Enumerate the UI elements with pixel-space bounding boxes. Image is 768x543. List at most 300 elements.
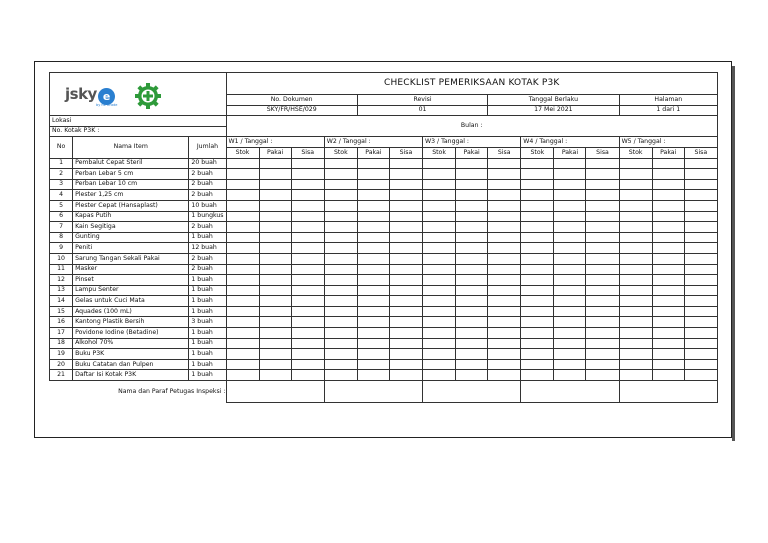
- entry-cell[interactable]: [291, 179, 324, 190]
- entry-cell[interactable]: [423, 328, 456, 339]
- entry-cell[interactable]: [259, 179, 291, 190]
- entry-cell[interactable]: [456, 211, 488, 222]
- entry-cell[interactable]: [389, 190, 422, 201]
- entry-cell[interactable]: [488, 232, 521, 243]
- entry-cell[interactable]: [586, 296, 619, 307]
- entry-cell[interactable]: [259, 169, 291, 180]
- entry-cell[interactable]: [488, 243, 521, 254]
- entry-cell[interactable]: [324, 253, 357, 264]
- entry-cell[interactable]: [357, 317, 389, 328]
- entry-cell[interactable]: [423, 243, 456, 254]
- entry-cell[interactable]: [554, 317, 586, 328]
- entry-cell[interactable]: [456, 158, 488, 169]
- entry-cell[interactable]: [586, 253, 619, 264]
- entry-cell[interactable]: [521, 317, 554, 328]
- entry-cell[interactable]: [423, 232, 456, 243]
- entry-cell[interactable]: [291, 190, 324, 201]
- entry-cell[interactable]: [586, 328, 619, 339]
- entry-cell[interactable]: [423, 158, 456, 169]
- entry-cell[interactable]: [554, 190, 586, 201]
- entry-cell[interactable]: [259, 349, 291, 360]
- entry-cell[interactable]: [259, 296, 291, 307]
- entry-cell[interactable]: [357, 200, 389, 211]
- entry-cell[interactable]: [488, 179, 521, 190]
- entry-cell[interactable]: [586, 349, 619, 360]
- entry-cell[interactable]: [456, 232, 488, 243]
- entry-cell[interactable]: [324, 190, 357, 201]
- entry-cell[interactable]: [456, 253, 488, 264]
- entry-cell[interactable]: [389, 317, 422, 328]
- entry-cell[interactable]: [357, 179, 389, 190]
- entry-cell[interactable]: [586, 200, 619, 211]
- entry-cell[interactable]: [521, 275, 554, 286]
- entry-cell[interactable]: [521, 338, 554, 349]
- entry-cell[interactable]: [684, 328, 717, 339]
- entry-cell[interactable]: [488, 211, 521, 222]
- entry-cell[interactable]: [488, 275, 521, 286]
- entry-cell[interactable]: [586, 285, 619, 296]
- entry-cell[interactable]: [684, 264, 717, 275]
- entry-cell[interactable]: [456, 306, 488, 317]
- entry-cell[interactable]: [619, 158, 652, 169]
- entry-cell[interactable]: [521, 243, 554, 254]
- entry-cell[interactable]: [389, 211, 422, 222]
- entry-cell[interactable]: [456, 296, 488, 307]
- entry-cell[interactable]: [357, 285, 389, 296]
- entry-cell[interactable]: [684, 232, 717, 243]
- entry-cell[interactable]: [259, 306, 291, 317]
- entry-cell[interactable]: [423, 190, 456, 201]
- entry-cell[interactable]: [357, 370, 389, 381]
- entry-cell[interactable]: [619, 232, 652, 243]
- entry-cell[interactable]: [259, 243, 291, 254]
- entry-cell[interactable]: [389, 359, 422, 370]
- entry-cell[interactable]: [488, 296, 521, 307]
- entry-cell[interactable]: [619, 359, 652, 370]
- entry-cell[interactable]: [488, 359, 521, 370]
- entry-cell[interactable]: [586, 222, 619, 233]
- entry-cell[interactable]: [456, 275, 488, 286]
- entry-cell[interactable]: [488, 328, 521, 339]
- entry-cell[interactable]: [357, 296, 389, 307]
- entry-cell[interactable]: [652, 306, 684, 317]
- entry-cell[interactable]: [259, 253, 291, 264]
- entry-cell[interactable]: [684, 349, 717, 360]
- entry-cell[interactable]: [521, 349, 554, 360]
- entry-cell[interactable]: [291, 275, 324, 286]
- entry-cell[interactable]: [226, 169, 259, 180]
- entry-cell[interactable]: [226, 222, 259, 233]
- entry-cell[interactable]: [423, 211, 456, 222]
- entry-cell[interactable]: [259, 370, 291, 381]
- entry-cell[interactable]: [259, 158, 291, 169]
- entry-cell[interactable]: [324, 296, 357, 307]
- signature-cell-w1[interactable]: [226, 381, 324, 403]
- entry-cell[interactable]: [652, 200, 684, 211]
- entry-cell[interactable]: [324, 243, 357, 254]
- entry-cell[interactable]: [521, 253, 554, 264]
- entry-cell[interactable]: [389, 232, 422, 243]
- entry-cell[interactable]: [389, 328, 422, 339]
- entry-cell[interactable]: [619, 211, 652, 222]
- entry-cell[interactable]: [456, 349, 488, 360]
- entry-cell[interactable]: [586, 169, 619, 180]
- entry-cell[interactable]: [357, 253, 389, 264]
- entry-cell[interactable]: [488, 200, 521, 211]
- entry-cell[interactable]: [389, 349, 422, 360]
- entry-cell[interactable]: [619, 190, 652, 201]
- entry-cell[interactable]: [291, 306, 324, 317]
- entry-cell[interactable]: [324, 211, 357, 222]
- entry-cell[interactable]: [619, 169, 652, 180]
- signature-cell-w4[interactable]: [521, 381, 619, 403]
- entry-cell[interactable]: [291, 349, 324, 360]
- entry-cell[interactable]: [291, 264, 324, 275]
- entry-cell[interactable]: [324, 306, 357, 317]
- entry-cell[interactable]: [684, 285, 717, 296]
- entry-cell[interactable]: [521, 306, 554, 317]
- entry-cell[interactable]: [488, 222, 521, 233]
- signature-cell-w2[interactable]: [324, 381, 422, 403]
- entry-cell[interactable]: [488, 338, 521, 349]
- entry-cell[interactable]: [226, 349, 259, 360]
- entry-cell[interactable]: [226, 179, 259, 190]
- entry-cell[interactable]: [652, 179, 684, 190]
- entry-cell[interactable]: [488, 317, 521, 328]
- entry-cell[interactable]: [619, 296, 652, 307]
- entry-cell[interactable]: [619, 243, 652, 254]
- entry-cell[interactable]: [259, 285, 291, 296]
- entry-cell[interactable]: [652, 222, 684, 233]
- entry-cell[interactable]: [389, 296, 422, 307]
- entry-cell[interactable]: [684, 370, 717, 381]
- entry-cell[interactable]: [488, 169, 521, 180]
- entry-cell[interactable]: [652, 243, 684, 254]
- entry-cell[interactable]: [389, 275, 422, 286]
- entry-cell[interactable]: [456, 317, 488, 328]
- entry-cell[interactable]: [456, 169, 488, 180]
- entry-cell[interactable]: [357, 349, 389, 360]
- entry-cell[interactable]: [684, 253, 717, 264]
- entry-cell[interactable]: [652, 338, 684, 349]
- entry-cell[interactable]: [684, 306, 717, 317]
- entry-cell[interactable]: [324, 232, 357, 243]
- entry-cell[interactable]: [357, 328, 389, 339]
- entry-cell[interactable]: [324, 285, 357, 296]
- entry-cell[interactable]: [521, 232, 554, 243]
- entry-cell[interactable]: [357, 222, 389, 233]
- entry-cell[interactable]: [619, 306, 652, 317]
- entry-cell[interactable]: [554, 328, 586, 339]
- entry-cell[interactable]: [357, 359, 389, 370]
- entry-cell[interactable]: [226, 232, 259, 243]
- entry-cell[interactable]: [259, 338, 291, 349]
- entry-cell[interactable]: [554, 222, 586, 233]
- entry-cell[interactable]: [389, 306, 422, 317]
- entry-cell[interactable]: [389, 243, 422, 254]
- entry-cell[interactable]: [521, 222, 554, 233]
- entry-cell[interactable]: [324, 200, 357, 211]
- entry-cell[interactable]: [619, 179, 652, 190]
- entry-cell[interactable]: [423, 275, 456, 286]
- entry-cell[interactable]: [259, 359, 291, 370]
- entry-cell[interactable]: [456, 359, 488, 370]
- entry-cell[interactable]: [684, 211, 717, 222]
- entry-cell[interactable]: [226, 306, 259, 317]
- entry-cell[interactable]: [456, 264, 488, 275]
- entry-cell[interactable]: [291, 370, 324, 381]
- entry-cell[interactable]: [586, 211, 619, 222]
- entry-cell[interactable]: [357, 190, 389, 201]
- entry-cell[interactable]: [521, 370, 554, 381]
- entry-cell[interactable]: [389, 158, 422, 169]
- entry-cell[interactable]: [586, 158, 619, 169]
- entry-cell[interactable]: [586, 317, 619, 328]
- entry-cell[interactable]: [521, 328, 554, 339]
- entry-cell[interactable]: [652, 285, 684, 296]
- entry-cell[interactable]: [586, 338, 619, 349]
- entry-cell[interactable]: [619, 328, 652, 339]
- entry-cell[interactable]: [684, 200, 717, 211]
- entry-cell[interactable]: [259, 232, 291, 243]
- entry-cell[interactable]: [324, 158, 357, 169]
- entry-cell[interactable]: [291, 158, 324, 169]
- entry-cell[interactable]: [456, 200, 488, 211]
- entry-cell[interactable]: [259, 328, 291, 339]
- entry-cell[interactable]: [684, 296, 717, 307]
- entry-cell[interactable]: [226, 317, 259, 328]
- entry-cell[interactable]: [389, 264, 422, 275]
- entry-cell[interactable]: [554, 359, 586, 370]
- entry-cell[interactable]: [226, 243, 259, 254]
- entry-cell[interactable]: [586, 306, 619, 317]
- entry-cell[interactable]: [456, 328, 488, 339]
- entry-cell[interactable]: [554, 370, 586, 381]
- entry-cell[interactable]: [357, 306, 389, 317]
- entry-cell[interactable]: [521, 169, 554, 180]
- entry-cell[interactable]: [684, 243, 717, 254]
- entry-cell[interactable]: [652, 190, 684, 201]
- entry-cell[interactable]: [226, 158, 259, 169]
- entry-cell[interactable]: [652, 317, 684, 328]
- entry-cell[interactable]: [423, 200, 456, 211]
- entry-cell[interactable]: [423, 370, 456, 381]
- entry-cell[interactable]: [357, 264, 389, 275]
- entry-cell[interactable]: [521, 359, 554, 370]
- entry-cell[interactable]: [357, 243, 389, 254]
- entry-cell[interactable]: [652, 349, 684, 360]
- entry-cell[interactable]: [226, 190, 259, 201]
- entry-cell[interactable]: [554, 169, 586, 180]
- entry-cell[interactable]: [423, 253, 456, 264]
- entry-cell[interactable]: [291, 253, 324, 264]
- entry-cell[interactable]: [423, 169, 456, 180]
- entry-cell[interactable]: [652, 328, 684, 339]
- entry-cell[interactable]: [423, 349, 456, 360]
- entry-cell[interactable]: [226, 264, 259, 275]
- entry-cell[interactable]: [291, 169, 324, 180]
- entry-cell[interactable]: [652, 232, 684, 243]
- entry-cell[interactable]: [226, 296, 259, 307]
- entry-cell[interactable]: [259, 211, 291, 222]
- entry-cell[interactable]: [652, 296, 684, 307]
- entry-cell[interactable]: [619, 317, 652, 328]
- entry-cell[interactable]: [456, 243, 488, 254]
- entry-cell[interactable]: [554, 338, 586, 349]
- entry-cell[interactable]: [554, 264, 586, 275]
- entry-cell[interactable]: [684, 190, 717, 201]
- entry-cell[interactable]: [324, 179, 357, 190]
- entry-cell[interactable]: [619, 275, 652, 286]
- entry-cell[interactable]: [324, 222, 357, 233]
- entry-cell[interactable]: [291, 359, 324, 370]
- entry-cell[interactable]: [389, 285, 422, 296]
- entry-cell[interactable]: [586, 232, 619, 243]
- entry-cell[interactable]: [259, 275, 291, 286]
- entry-cell[interactable]: [291, 222, 324, 233]
- entry-cell[interactable]: [456, 190, 488, 201]
- entry-cell[interactable]: [226, 211, 259, 222]
- entry-cell[interactable]: [389, 222, 422, 233]
- entry-cell[interactable]: [423, 296, 456, 307]
- entry-cell[interactable]: [259, 190, 291, 201]
- entry-cell[interactable]: [521, 179, 554, 190]
- entry-cell[interactable]: [554, 179, 586, 190]
- entry-cell[interactable]: [684, 158, 717, 169]
- entry-cell[interactable]: [324, 338, 357, 349]
- entry-cell[interactable]: [652, 169, 684, 180]
- entry-cell[interactable]: [488, 285, 521, 296]
- entry-cell[interactable]: [619, 264, 652, 275]
- entry-cell[interactable]: [586, 179, 619, 190]
- entry-cell[interactable]: [423, 359, 456, 370]
- entry-cell[interactable]: [324, 328, 357, 339]
- entry-cell[interactable]: [291, 317, 324, 328]
- entry-cell[interactable]: [521, 296, 554, 307]
- entry-cell[interactable]: [226, 328, 259, 339]
- entry-cell[interactable]: [423, 179, 456, 190]
- entry-cell[interactable]: [554, 158, 586, 169]
- entry-cell[interactable]: [652, 158, 684, 169]
- entry-cell[interactable]: [554, 211, 586, 222]
- entry-cell[interactable]: [586, 264, 619, 275]
- entry-cell[interactable]: [554, 349, 586, 360]
- entry-cell[interactable]: [226, 200, 259, 211]
- entry-cell[interactable]: [586, 275, 619, 286]
- entry-cell[interactable]: [324, 370, 357, 381]
- entry-cell[interactable]: [357, 158, 389, 169]
- entry-cell[interactable]: [389, 179, 422, 190]
- entry-cell[interactable]: [554, 296, 586, 307]
- entry-cell[interactable]: [554, 232, 586, 243]
- entry-cell[interactable]: [586, 370, 619, 381]
- entry-cell[interactable]: [652, 253, 684, 264]
- entry-cell[interactable]: [488, 253, 521, 264]
- entry-cell[interactable]: [619, 253, 652, 264]
- entry-cell[interactable]: [554, 285, 586, 296]
- entry-cell[interactable]: [357, 338, 389, 349]
- entry-cell[interactable]: [226, 253, 259, 264]
- entry-cell[interactable]: [619, 370, 652, 381]
- entry-cell[interactable]: [357, 232, 389, 243]
- entry-cell[interactable]: [652, 370, 684, 381]
- entry-cell[interactable]: [619, 200, 652, 211]
- entry-cell[interactable]: [357, 169, 389, 180]
- entry-cell[interactable]: [619, 338, 652, 349]
- entry-cell[interactable]: [291, 285, 324, 296]
- entry-cell[interactable]: [456, 222, 488, 233]
- entry-cell[interactable]: [324, 349, 357, 360]
- entry-cell[interactable]: [259, 222, 291, 233]
- entry-cell[interactable]: [554, 200, 586, 211]
- entry-cell[interactable]: [554, 253, 586, 264]
- entry-cell[interactable]: [521, 264, 554, 275]
- entry-cell[interactable]: [389, 338, 422, 349]
- entry-cell[interactable]: [684, 317, 717, 328]
- entry-cell[interactable]: [586, 359, 619, 370]
- entry-cell[interactable]: [259, 264, 291, 275]
- entry-cell[interactable]: [652, 264, 684, 275]
- entry-cell[interactable]: [389, 200, 422, 211]
- entry-cell[interactable]: [521, 190, 554, 201]
- entry-cell[interactable]: [226, 285, 259, 296]
- entry-cell[interactable]: [684, 275, 717, 286]
- entry-cell[interactable]: [684, 169, 717, 180]
- entry-cell[interactable]: [291, 338, 324, 349]
- entry-cell[interactable]: [488, 370, 521, 381]
- entry-cell[interactable]: [684, 179, 717, 190]
- entry-cell[interactable]: [389, 370, 422, 381]
- entry-cell[interactable]: [586, 190, 619, 201]
- entry-cell[interactable]: [684, 338, 717, 349]
- entry-cell[interactable]: [423, 306, 456, 317]
- entry-cell[interactable]: [423, 285, 456, 296]
- entry-cell[interactable]: [521, 211, 554, 222]
- entry-cell[interactable]: [456, 370, 488, 381]
- entry-cell[interactable]: [684, 359, 717, 370]
- entry-cell[interactable]: [324, 264, 357, 275]
- entry-cell[interactable]: [357, 211, 389, 222]
- entry-cell[interactable]: [259, 317, 291, 328]
- entry-cell[interactable]: [291, 296, 324, 307]
- entry-cell[interactable]: [684, 222, 717, 233]
- entry-cell[interactable]: [226, 275, 259, 286]
- entry-cell[interactable]: [554, 306, 586, 317]
- entry-cell[interactable]: [423, 222, 456, 233]
- entry-cell[interactable]: [652, 359, 684, 370]
- entry-cell[interactable]: [324, 359, 357, 370]
- entry-cell[interactable]: [488, 349, 521, 360]
- entry-cell[interactable]: [488, 264, 521, 275]
- entry-cell[interactable]: [357, 275, 389, 286]
- entry-cell[interactable]: [619, 349, 652, 360]
- entry-cell[interactable]: [619, 285, 652, 296]
- entry-cell[interactable]: [619, 222, 652, 233]
- entry-cell[interactable]: [324, 317, 357, 328]
- entry-cell[interactable]: [291, 211, 324, 222]
- entry-cell[interactable]: [586, 243, 619, 254]
- entry-cell[interactable]: [259, 200, 291, 211]
- entry-cell[interactable]: [291, 243, 324, 254]
- entry-cell[interactable]: [488, 190, 521, 201]
- entry-cell[interactable]: [423, 317, 456, 328]
- entry-cell[interactable]: [226, 359, 259, 370]
- entry-cell[interactable]: [456, 285, 488, 296]
- entry-cell[interactable]: [389, 169, 422, 180]
- entry-cell[interactable]: [324, 275, 357, 286]
- entry-cell[interactable]: [291, 328, 324, 339]
- entry-cell[interactable]: [456, 179, 488, 190]
